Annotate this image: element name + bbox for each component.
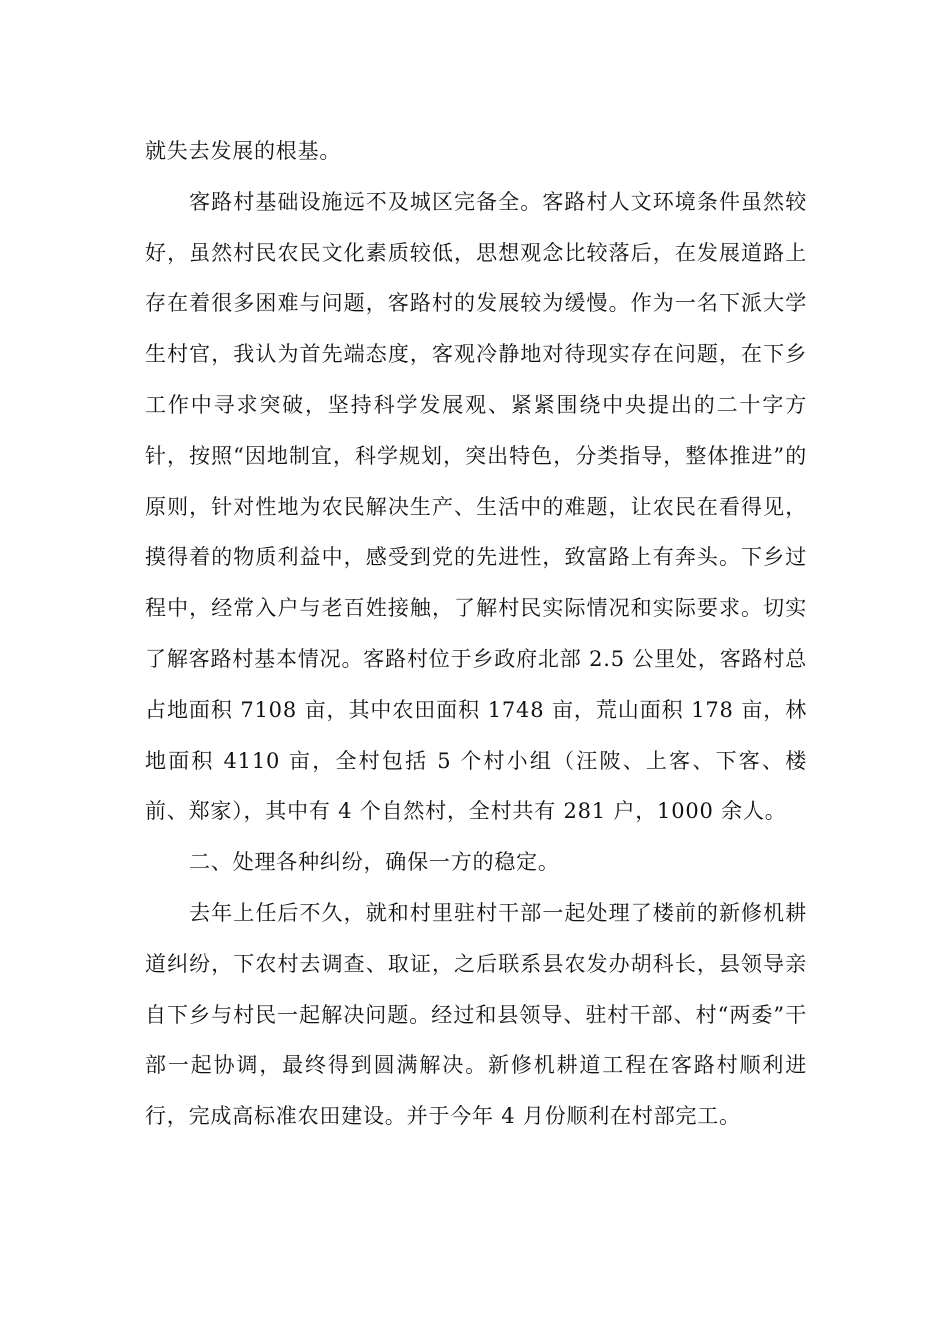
paragraph-dispute-resolution: 去年上任后不久，就和村里驻村干部一起处理了楼前的新修机耕道纠纷，下农村去调查、取证，之后联系县农发办胡科长，县领导亲自下乡与村民一起解决问题。经过和县领导、驻村干部、村“两委”干部一起协调，最终得到圆满解决。新修机耕道工程在客路村顺利进行，完成高标准农田建设。并于今年 4 月份顺利在村部完工。 [145, 900, 807, 1129]
document-body [145, 126, 807, 1142]
paragraph-continuation: 就失去发展的根基。 [145, 139, 342, 163]
paragraph-village-overview: 客路村基础设施远不及城区完备全。客路村人文环境条件虽然较好，虽然村民农民文化素质较低，思想观念比较落后，在发展道路上存在着很多困难与问题，客路村的发展较为缓慢。作为一名下派大学生村官，我认为首先端态度，客观冷静地对待现实存在问题，在下乡工作中寻求突破，坚持科学发展观、紧紧围绕中央提出的二十字方针，按照“因地制宜，科学规划，突出特色，分类指导，整体推进”的原则，针对性地为农民解决生产、生活中的难题，让农民在看得见，摸得着的物质利益中，感受到党的先进性，致富路上有奔头。下乡过程中，经常入户与老百姓接触，了解村民实际情况和实际要求。切实了解客路村基本情况。客路村位于乡政府北部 2.5 公里处，客路村总占地面积 7108 亩，其中农田面积 1748 亩，荒山面积 178 亩，林地面积 4110 亩，全村包括 5 个村小组（汪陂、上客、下客、楼前、郑家），其中有 4 个自然村，全村共有 281 户，1000 余人。 [145, 189, 807, 824]
section-heading-disputes: 二、处理各种纠纷，确保一方的稳定。 [189, 850, 560, 875]
